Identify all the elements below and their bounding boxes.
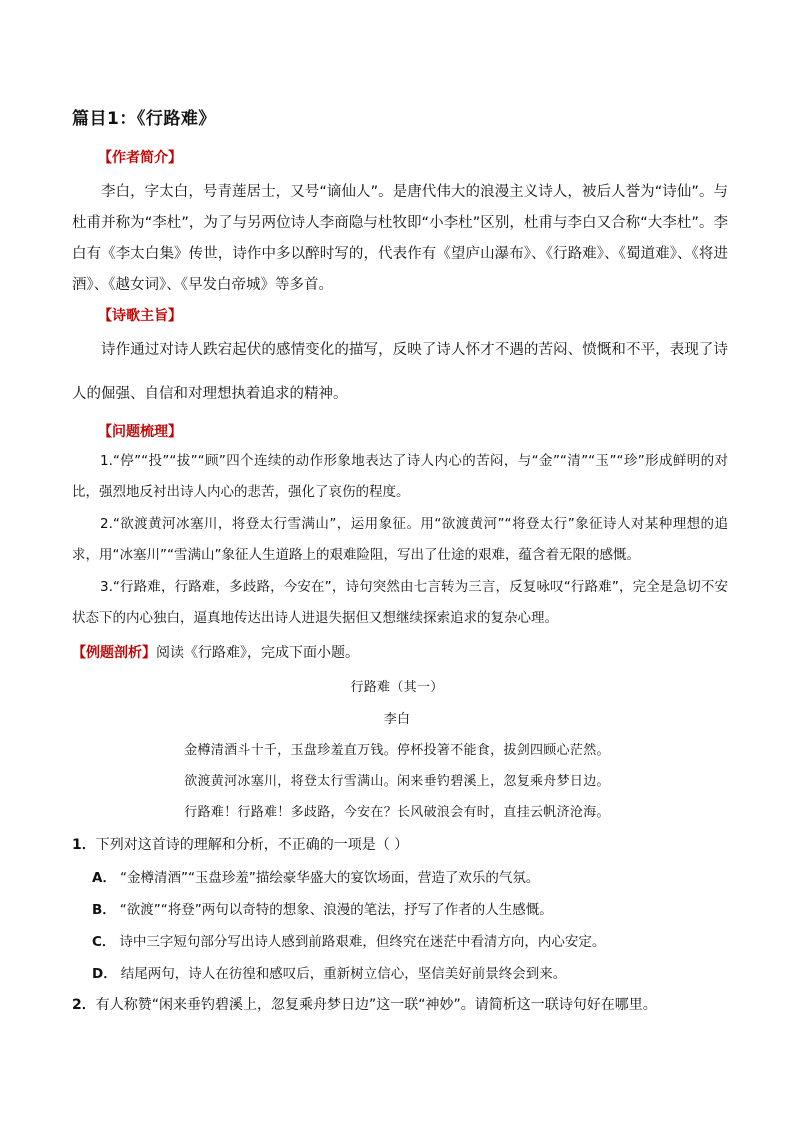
option-text: “金樽清酒”“玉盘珍羞”描绘豪华盛大的宴饮场面，营造了欢乐的气氛。 [119,870,540,886]
section-title: 篇目1：《行路难》 [72,109,216,129]
question-number: 1． [72,837,96,853]
poem-line: 欲渡黄河冰塞川，将登太行雪满山。闲来垂钓碧溪上，忽复乘舟梦日边。 [184,774,610,789]
question-text: 有人称赞“闲来垂钓碧溪上，忽复乘舟梦日边”这一联“神妙”。请简析这一联诗句好在哪里。 [95,997,657,1013]
poem-line: 金樽清酒斗十千，玉盘珍羞直万钱。停杯投箸不能食，拔剑四顾心茫然。 [184,743,610,758]
option-a[interactable] [92,866,539,886]
option-text: 结尾两句，诗人在彷徨和感叹后，重新树立信心，坚信美好前景终会到来。 [120,966,567,982]
question-text: 下列对这首诗的理解和分析，不正确的一项是（ ） [95,837,409,853]
poem-line: 行路难！行路难！多歧路，今安在？长风破浪会有时，直挂云帆济沧海。 [184,805,610,820]
theme-text: 诗作通过对诗人跌宕起伏的感情变化的描写，反映了诗人怀才不遇的苦闷、愤慨和不平，表现了诗人的倔强、自信和对理想执着追求的精神。 [72,342,728,402]
question-number: 2． [72,997,96,1013]
option-d[interactable] [92,962,566,982]
issue-item-3: 3.“行路难，行路难，多歧路，今安在”，诗句突然由七言转为三言，反复咏叹“行路难”，完全是急切不安状态下的内心独白，逼真地传达出诗人进退失据但又想继续探索追求的复杂心理。 [72,579,728,626]
option-letter: D． [92,966,117,982]
option-letter: A． [92,870,116,886]
option-letter: B． [92,902,116,918]
option-b[interactable] [92,898,553,918]
option-text: “欲渡”“将登”两句以奇特的想象、浪漫的笔法，抒写了作者的人生感慨。 [119,902,553,918]
author-intro-text: 李白，字太白，号青莲居士，又号“谪仙人”。是唐代伟大的浪漫主义诗人，被后人誉为“诗仙”。与杜甫并称为“李杜”，为了与另两位诗人李商隐与杜牧即“小李杜”区别，杜甫与李白又合称“大李杜”。李白有《李太白集》传世，诗作中多以醉时写的，代表作有《望庐山瀑布》、《行路难》、《蜀道难》、《将进酒》、《越女词》、《早发白帝城》等多首。 [72,184,728,293]
option-text: 诗中三字短句部分写出诗人感到前路艰难，但终究在迷茫中看清方向，内心安定。 [119,934,606,950]
question-1 [72,834,408,854]
poem-title: 行路难（其一） [350,680,444,695]
issue-item-1: 1.“停”“投”“拔”“顾”四个连续的动作形象地表达了诗人内心的苦闷，与“金”“清”“玉”“珍”形成鲜明的对比，强烈地反衬出诗人内心的悲苦，强化了哀伤的程度。 [72,453,728,500]
author-intro-label: 【作者简介】 [98,150,182,166]
option-c[interactable] [92,930,605,950]
poem-author: 李白 [383,712,411,727]
example-label: 【例题剖析】 [72,645,156,661]
example-heading [72,642,359,662]
question-2 [72,994,657,1014]
example-instruction: 阅读《行路难》，完成下面小题。 [156,645,359,661]
issue-item-2: 2.“欲渡黄河冰塞川，将登太行雪满山”，运用象征。用“欲渡黄河”“将登太行”象征诗人对某种理想的追求，用“冰塞川”“雪满山”象征人生道路上的艰难险阻，写出了仕途的艰难，蕴含着无限的感慨。 [72,516,728,563]
issues-label: 【问题梳理】 [98,424,182,440]
option-letter: C． [92,934,116,950]
theme-label: 【诗歌主旨】 [98,308,182,324]
